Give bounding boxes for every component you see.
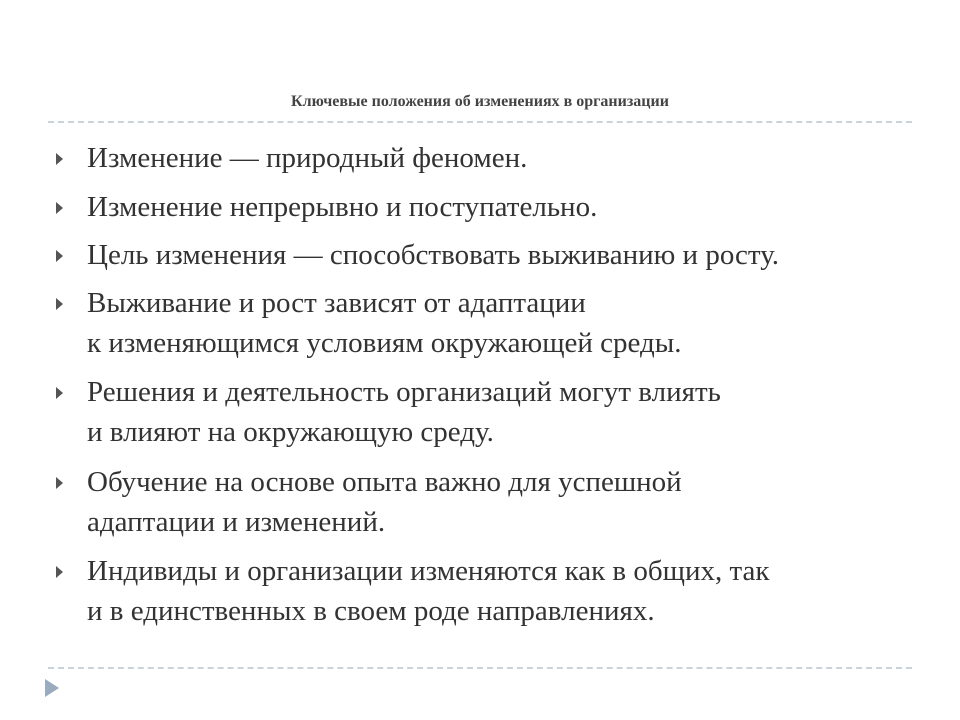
- triangle-bullet-icon: [56, 202, 63, 214]
- bullet-item: [56, 551, 916, 631]
- slide-nav-arrow-icon[interactable]: [44, 678, 60, 698]
- bullet-line: Индивиды и организации изменяются как в общих, так: [87, 555, 770, 587]
- bullet-item: [56, 187, 916, 227]
- bullet-line: Изменение непрерывно и поступательно.: [87, 191, 598, 223]
- triangle-bullet-icon: [56, 153, 63, 165]
- bullet-line: и влияют на окружающую среду.: [87, 416, 494, 448]
- bullet-line: Цель изменения — способствовать выживанию и росту.: [87, 239, 780, 271]
- bullet-line: Выживание и рост зависят от адаптации: [87, 287, 586, 319]
- bullet-line: Обучение на основе опыта важно для успешной: [87, 466, 682, 498]
- bullet-item: [56, 138, 916, 178]
- bullet-line: адаптации и изменений.: [87, 506, 386, 538]
- bullet-line: к изменяющимся условиям окружающей среды.: [87, 327, 682, 359]
- triangle-bullet-icon: [56, 298, 63, 310]
- bullet-item: [56, 372, 916, 452]
- bullet-line: Решения и деятельность организаций могут влиять: [87, 376, 721, 408]
- triangle-bullet-icon: [56, 250, 63, 262]
- triangle-bullet-icon: [56, 566, 63, 578]
- bullet-line: Изменение — природный феномен.: [87, 142, 528, 174]
- bullet-item: [56, 283, 916, 363]
- bullet-item: [56, 235, 916, 275]
- triangle-bullet-icon: [56, 387, 63, 399]
- bullet-line: и в единственных в своем роде направлениях.: [87, 595, 655, 627]
- slide-title: Ключевые положения об изменениях в организации: [291, 93, 669, 110]
- footer-divider: [48, 667, 912, 669]
- bullet-item: [56, 462, 916, 542]
- triangle-bullet-icon: [56, 477, 63, 489]
